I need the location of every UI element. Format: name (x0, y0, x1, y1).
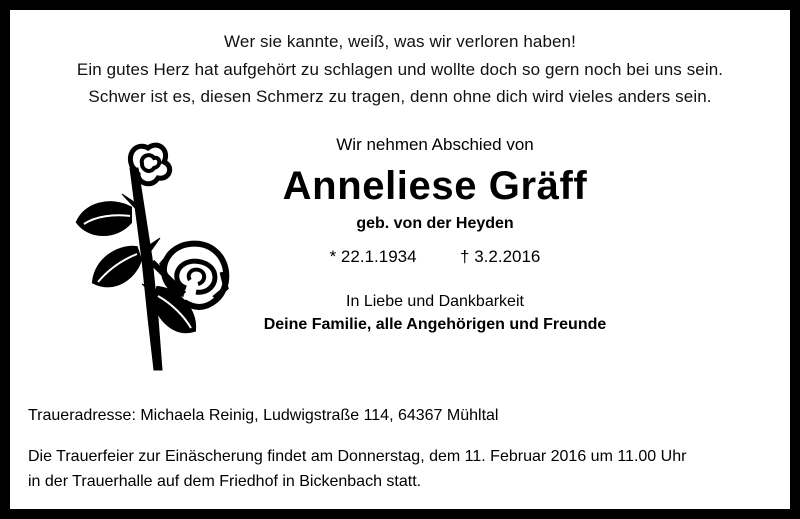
mourning-address: Traueradresse: Michaela Reinig, Ludwigstraße 114, 64367 Mühltal (28, 407, 499, 425)
obituary-inner (10, 10, 790, 509)
ceremony-line-2: in der Trauerhalle auf dem Friedhof in Bickenbach statt. (28, 473, 422, 491)
verse-block (10, 10, 790, 111)
ceremony-info (28, 445, 772, 495)
death-date: † 3.2.2016 (460, 246, 541, 266)
dedication-text: In Liebe und Dankbarkeit (346, 292, 524, 310)
deceased-name: Anneliese Gräff (282, 163, 588, 208)
birth-date: * 22.1.1934 (329, 246, 417, 266)
rose-icon (34, 138, 234, 378)
footer-block (10, 407, 790, 495)
ceremony-line-1: Die Trauerfeier zur Einäscherung findet am Donnerstag, dem 11. Februar 2016 um 11.00 Uhr (28, 448, 687, 466)
verse-line-3: Schwer ist es, diesen Schmerz zu tragen, denn ohne dich wird vieles anders sein. (88, 87, 712, 107)
verse-line-2: Ein gutes Herz hat aufgehört zu schlagen und wollte doch so gern noch bei uns sein. (76, 59, 724, 79)
maiden-name: geb. von der Heyden (356, 214, 514, 232)
family-text: Deine Familie, alle Angehörigen und Freunde (263, 315, 607, 333)
verse-line-1: Wer sie kannte, weiß, was wir verloren haben! (224, 32, 576, 51)
farewell-text: Wir nehmen Abschied von (336, 134, 534, 154)
